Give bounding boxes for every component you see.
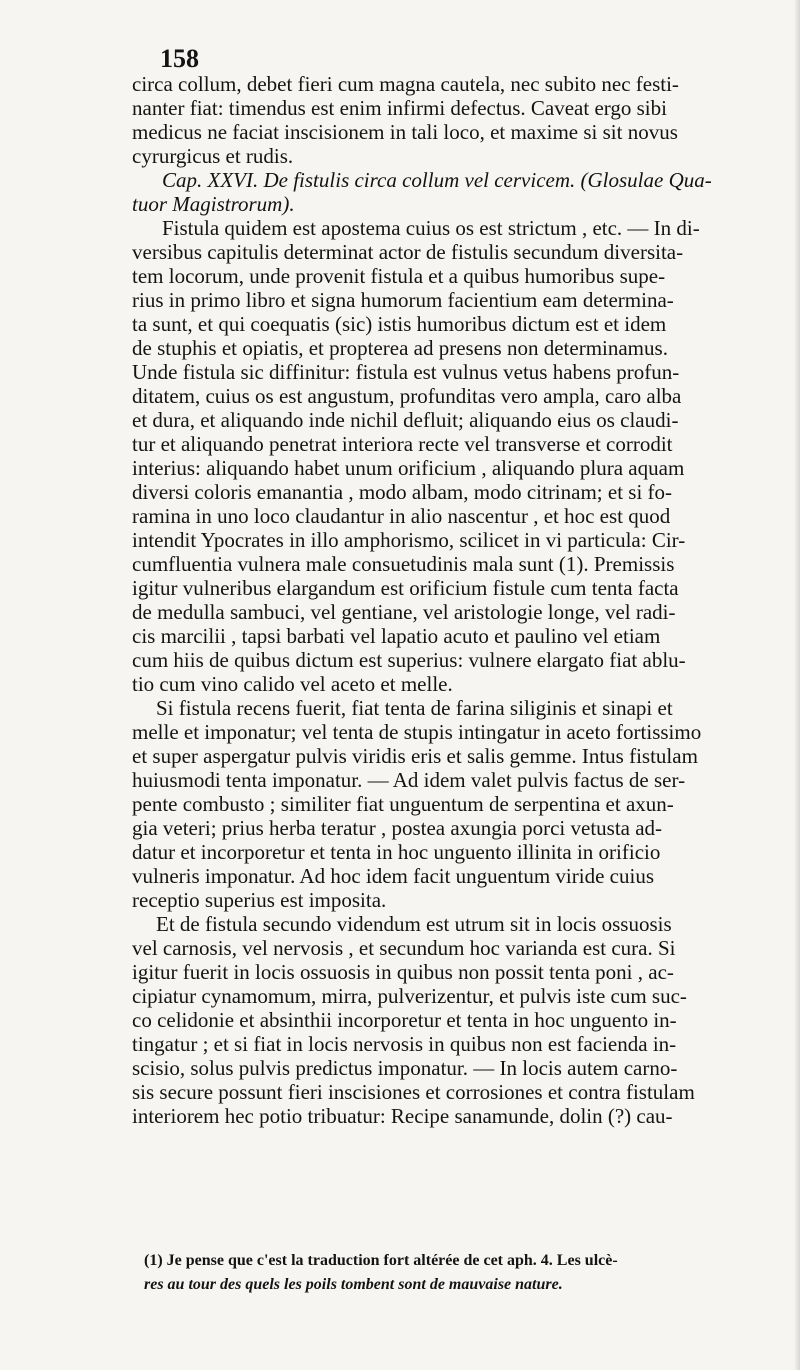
text-line: ta sunt, et qui coequatis (sic) istis humoribus dictum est et idem	[132, 312, 667, 336]
text-line: circa collum, debet fieri cum magna cautela, nec subito nec festi-	[132, 72, 679, 96]
text-line: ramina in uno loco claudantur in alio nascentur , et hoc est quod	[132, 504, 671, 528]
text-line: igitur fuerit in locis ossuosis in quibus non possit tenta poni , ac-	[132, 960, 674, 984]
text-line: melle et imponatur; vel tenta de stupis intingatur in aceto fortissimo	[132, 720, 702, 744]
text-line: receptio superius est imposita.	[132, 888, 387, 912]
text-line: intendit Ypocrates in illo amphorismo, scilicet in vi particula: Cir-	[132, 528, 686, 552]
text-line: cipiatur cynamomum, mirra, pulverizentur, et pulvis iste cum suc-	[132, 984, 687, 1008]
text-line: vel carnosis, vel nervosis , et secundum hoc varianda est cura. Si	[132, 936, 676, 960]
footnote-line: res au tour des quels les poils tombent sont de mauvaise nature.	[144, 1276, 563, 1293]
text-line: et dura, et aliquando inde nichil defluit; aliquando eius os claudi-	[132, 408, 679, 432]
text-line: cis marcilii , tapsi barbati vel lapatio acuto et paulino vel etiam	[132, 624, 661, 648]
text-line: sis secure possunt fieri inscisiones et corrosiones et contra fistulam	[132, 1080, 695, 1104]
page-number: 158	[160, 44, 199, 73]
text-line: vulneris imponatur. Ad hoc idem facit unguentum viride cuius	[132, 864, 654, 888]
text-line: diversi coloris emanantia , modo albam, modo citrinam; et si fo-	[132, 480, 673, 504]
chapter-heading: Cap. XXVI. De fistulis circa collum vel cervicem. (Glosulae Qua-	[162, 168, 712, 192]
text-line: ditatem, cuius os est angustum, profunditas vero ampla, caro alba	[132, 384, 682, 408]
footnote-line: (1) Je pense que c'est la traduction fort altérée de cet aph. 4. Les ulcè-	[144, 1252, 618, 1269]
text-line: tingatur ; et si fiat in locis nervosis in quibus non est facienda in-	[132, 1032, 677, 1056]
text-line: scisio, solus pulvis predictus imponatur. — In locis autem carno-	[132, 1056, 678, 1080]
text-line: tem locorum, unde provenit fistula et a quibus humoribus supe-	[132, 264, 666, 288]
text-line: et super aspergatur pulvis viridis eris et salis gemme. Intus fistulam	[132, 744, 698, 768]
text-line: interiorem hec potio tribuatur: Recipe sanamunde, dolin (?) cau-	[132, 1104, 673, 1128]
page-edge-shadow	[794, 0, 800, 1370]
text-line: huiusmodi tenta imponatur. — Ad idem valet pulvis factus de ser-	[132, 768, 686, 792]
body-text	[132, 72, 764, 1128]
text-line: interius: aliquando habet unum orificium , aliquando plura aquam	[132, 456, 685, 480]
text-line: pente combusto ; similiter fiat unguentum de serpentina et axun-	[132, 792, 674, 816]
text-line: tur et aliquando penetrat interiora recte vel transverse et corrodit	[132, 432, 673, 456]
text-line: rius in primo libro et signa humorum facientium eam determina-	[132, 288, 674, 312]
text-line: cyrurgicus et rudis.	[132, 144, 294, 168]
footnote	[144, 1249, 764, 1297]
text-line: Fistula quidem est apostema cuius os est strictum , etc. — In di-	[162, 216, 700, 240]
chapter-heading-continued: tuor Magistrorum).	[132, 192, 295, 216]
text-line: Unde fistula sic diffinitur: fistula est vulnus vetus habens profun-	[132, 360, 680, 384]
text-line: cum hiis de quibus dictum est superius: vulnere elargato fiat ablu-	[132, 648, 686, 672]
text-line: co celidonie et absinthii incorporetur et tenta in hoc unguento in-	[132, 1008, 677, 1032]
text-line: medicus ne faciat inscisionem in tali loco, et maxime si sit novus	[132, 120, 678, 144]
text-line: gia veteri; prius herba teratur , postea axungia porci vetusta ad-	[132, 816, 663, 840]
text-line: datur et incorporetur et tenta in hoc unguento illinita in orificio	[132, 840, 661, 864]
text-line: tio cum vino calido vel aceto et melle.	[132, 672, 453, 696]
text-line: igitur vulneribus elargandum est orificium fistule cum tenta facta	[132, 576, 679, 600]
text-line: Si fistula recens fuerit, fiat tenta de farina siliginis et sinapi et	[156, 696, 673, 720]
text-line: cumfluentia vulnera male consuetudinis mala sunt (1). Premissis	[132, 552, 675, 576]
text-line: Et de fistula secundo videndum est utrum sit in locis ossuosis	[156, 912, 672, 936]
text-line: de medulla sambuci, vel gentiane, vel aristologie longe, vel radi-	[132, 600, 676, 624]
text-line: nanter fiat: timendus est enim infirmi defectus. Caveat ergo sibi	[132, 96, 667, 120]
text-line: de stuphis et opiatis, et propterea ad presens non determinamus.	[132, 336, 668, 360]
text-line: versibus capitulis determinat actor de fistulis secundum diversita-	[132, 240, 684, 264]
